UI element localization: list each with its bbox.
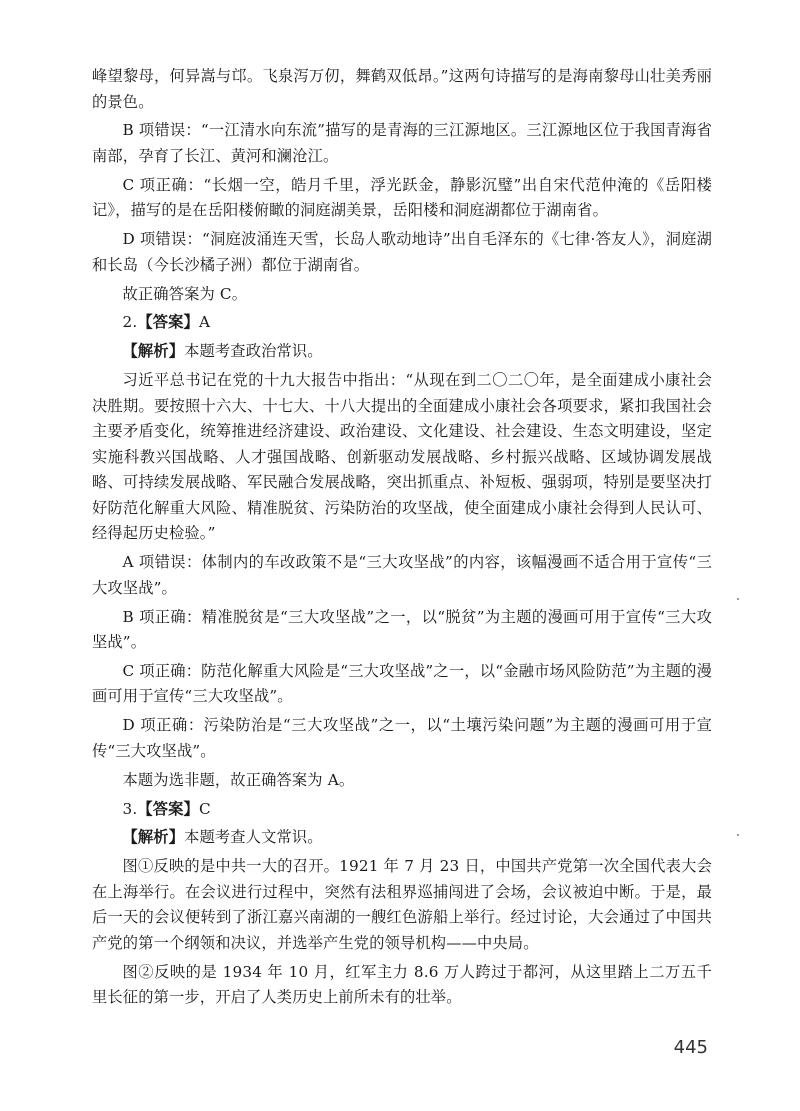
answer-value: C [198, 799, 211, 818]
paragraph: 本题为选非题，故正确答案为 A。 [122, 770, 355, 789]
answer-label: 【答案】 [137, 799, 199, 818]
page-number: 445 [673, 1037, 708, 1058]
scan-speck [737, 834, 739, 836]
answer-value: A [198, 313, 211, 332]
analysis-heading: 【解析】本题考查政治常识。 [122, 342, 323, 361]
answer-heading [92, 310, 712, 336]
analysis-heading: 【解析】本题考查人文常识。 [122, 828, 323, 847]
paragraph: 习近平总书记在党的十九大报告中指出：“从现在到二〇二〇年，是全面建成小康社会决胜期。要按照十六大、十七大、十八大提出的全面建成小康社会各项要求，紧扣我国社会主要矛盾变化，统筹推进经济建设、政治建设、文化建设、社会建设、生态文明建设，坚定实施科教兴国战略、人才强国战略、创新驱动发展战略、乡村振兴战略、区域协调发展战略、可持续发展战略、军民融合发展战略，突出抓重点、补短板、强弱项，特别是要坚决打好防范化解重大风险、精准脱贫、污染防治的攻坚战，使全面建成小康社会得到人民认可、经得起历史检验。” [92, 371, 712, 543]
paragraph: B 项错误：“一江清水向东流”描写的是青海的三江源地区。三江源地区位于我国青海省南部，孕育了长江、黄河和澜沧江。 [92, 121, 712, 165]
paragraph: D 项正确：污染防治是“三大攻坚战”之一，以“土壤污染问题”为主题的漫画可用于宣传“三大攻坚战”。 [92, 716, 712, 760]
answer-label: 【答案】 [137, 313, 199, 332]
paragraph: 图②反映的是 1934 年 10 月，红军主力 8.6 万人跨过于都河，从这里踏上二万五千里长征的第一步，开启了人类历史上前所未有的壮举。 [92, 962, 712, 1007]
paragraph: C 项正确：防范化解重大风险是“三大攻坚战”之一，以“金融市场风险防范”为主题的漫画可用于宣传“三大攻坚战”。 [92, 661, 712, 706]
paragraph: A 项错误：体制内的车改政策不是“三大攻坚战”的内容，该幅漫画不适合用于宣传“三大攻坚战”。 [92, 553, 712, 597]
paragraph: D 项错误：“洞庭波涌连天雪，长岛人歌动地诗”出自毛泽东的《七律·答友人》，洞庭湖和长岛（今长沙橘子洲）都位于湖南省。 [92, 230, 712, 274]
analysis-label: 【解析】 [122, 828, 185, 847]
paragraph: C 项正确：“长烟一空，皓月千里，浮光跃金，静影沉璧”出自宋代范仲淹的《岳阳楼记》，描写的是在岳阳楼俯瞰的洞庭湖美景，岳阳楼和洞庭湖都位于湖南省。 [92, 175, 712, 220]
paragraph: 图①反映的是中共一大的召开。1921 年 7 月 23 日，中国共产党第一次全国代表大会在上海举行。在会议进行过程中，突然有法租界巡捕闯进了会场，会议被迫中断。于是，最后一天的会议便转到了浙江嘉兴南湖的一艘红色游船上举行。经过讨论，大会通过了中国共产党的第一个纲领和决议，并选举产生党的领导机构——中央局。 [92, 857, 712, 952]
question-number: 2. [122, 313, 138, 332]
question-number: 3. [122, 799, 138, 818]
paragraph: 故正确答案为 C。 [122, 284, 248, 303]
paragraph: B 项正确：精准脱贫是“三大攻坚战”之一，以“脱贫”为主题的漫画可用于宣传“三大攻坚战”。 [92, 607, 712, 652]
analysis-label: 【解析】 [122, 342, 185, 361]
scan-speck [737, 598, 739, 600]
answer-explanation-text [92, 64, 712, 1014]
answer-heading [92, 797, 712, 823]
paragraph: 峰望黎母，何异嵩与邙。飞泉泻万仞，舞鹤双低昂。”这两句诗描写的是海南黎母山壮美秀丽的景色。 [92, 67, 712, 111]
